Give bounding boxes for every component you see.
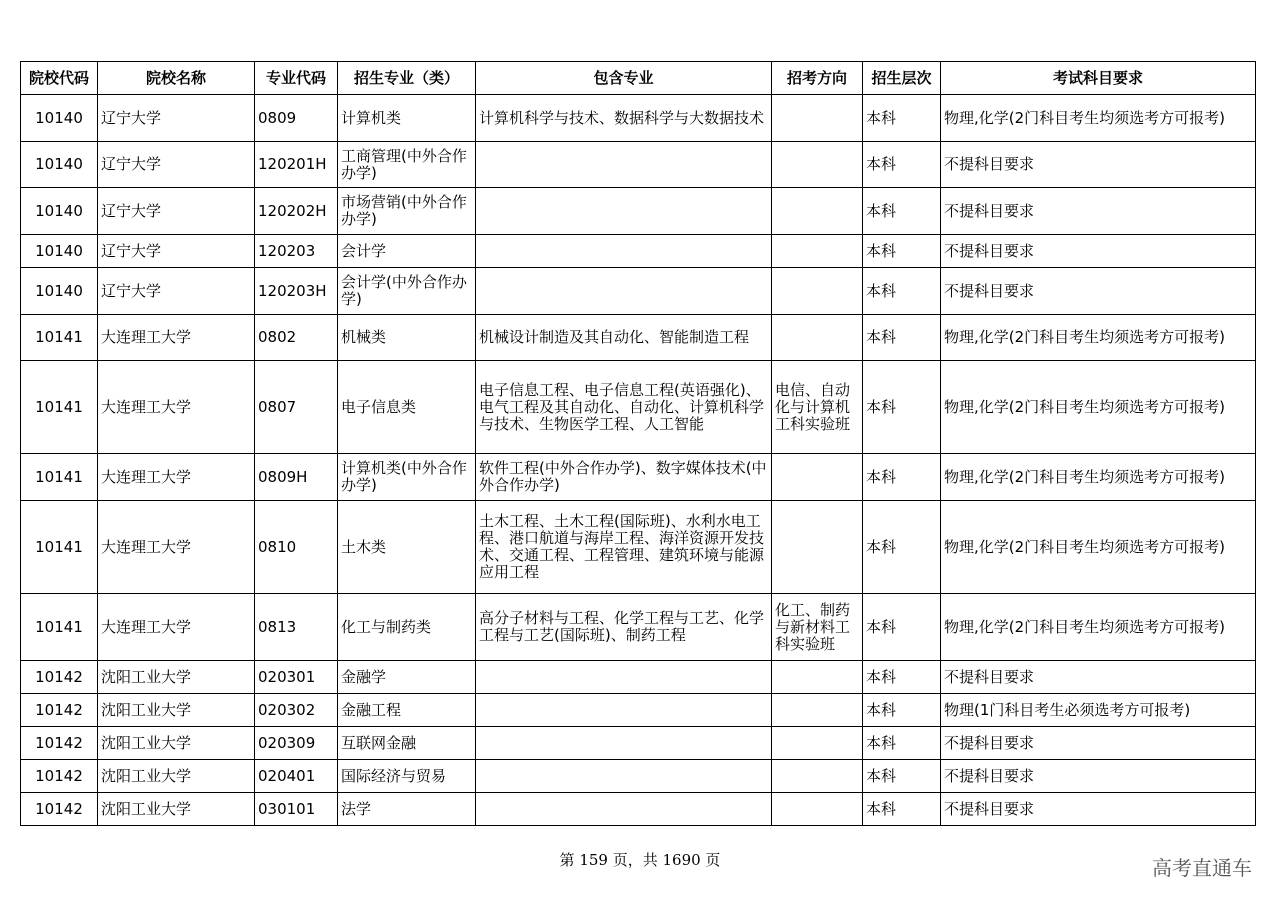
cell-major-code: 0810 (255, 501, 338, 594)
cell-school-code: 10141 (21, 454, 98, 501)
cell-direction (772, 793, 863, 826)
cell-major-code: 120203H (255, 268, 338, 315)
cell-level: 本科 (863, 268, 941, 315)
table-row (21, 361, 1256, 454)
table-row (21, 694, 1256, 727)
cell-requirement: 不提科目要求 (941, 188, 1256, 235)
cell-level: 本科 (863, 661, 941, 694)
cell-requirement: 物理,化学(2门科目考生均须选考方可报考) (941, 454, 1256, 501)
cell-includes: 软件工程(中外合作办学)、数字媒体技术(中外合作办学) (476, 454, 772, 501)
cell-major: 计算机类(中外合作办学) (338, 454, 476, 501)
cell-requirement: 不提科目要求 (941, 142, 1256, 188)
cell-level: 本科 (863, 142, 941, 188)
cell-requirement: 物理,化学(2门科目考生均须选考方可报考) (941, 361, 1256, 454)
cell-school-name: 辽宁大学 (98, 188, 255, 235)
cell-school-code: 10141 (21, 315, 98, 361)
cell-major: 国际经济与贸易 (338, 760, 476, 793)
cell-school-code: 10140 (21, 188, 98, 235)
table-row (21, 760, 1256, 793)
cell-major-code: 0809H (255, 454, 338, 501)
cell-level: 本科 (863, 594, 941, 661)
cell-major: 土木类 (338, 501, 476, 594)
table-row (21, 727, 1256, 760)
cell-major: 计算机类 (338, 95, 476, 142)
cell-level: 本科 (863, 793, 941, 826)
cell-school-name: 辽宁大学 (98, 95, 255, 142)
cell-school-code: 10142 (21, 793, 98, 826)
cell-direction: 化工、制药与新材料工科实验班 (772, 594, 863, 661)
cell-direction (772, 501, 863, 594)
cell-school-code: 10142 (21, 694, 98, 727)
cell-major: 会计学(中外合作办学) (338, 268, 476, 315)
cell-major: 机械类 (338, 315, 476, 361)
cell-school-code: 10141 (21, 594, 98, 661)
cell-level: 本科 (863, 315, 941, 361)
cell-direction (772, 268, 863, 315)
cell-level: 本科 (863, 727, 941, 760)
cell-school-code: 10141 (21, 361, 98, 454)
cell-requirement: 不提科目要求 (941, 268, 1256, 315)
table-row (21, 235, 1256, 268)
table-row (21, 188, 1256, 235)
cell-requirement: 物理,化学(2门科目考生均须选考方可报考) (941, 501, 1256, 594)
cell-major-code: 0813 (255, 594, 338, 661)
cell-includes (476, 268, 772, 315)
cell-direction (772, 694, 863, 727)
table-header-row (21, 62, 1256, 95)
cell-school-name: 沈阳工业大学 (98, 760, 255, 793)
cell-requirement: 物理,化学(2门科目考生均须选考方可报考) (941, 594, 1256, 661)
cell-major-code: 0809 (255, 95, 338, 142)
cell-direction (772, 454, 863, 501)
cell-major: 法学 (338, 793, 476, 826)
cell-direction (772, 727, 863, 760)
cell-requirement: 物理,化学(2门科目考生均须选考方可报考) (941, 95, 1256, 142)
table-row (21, 454, 1256, 501)
table-row (21, 315, 1256, 361)
cell-includes (476, 188, 772, 235)
col-header-direction: 招考方向 (772, 62, 863, 95)
cell-direction (772, 315, 863, 361)
cell-school-name: 辽宁大学 (98, 235, 255, 268)
cell-requirement: 物理,化学(2门科目考生均须选考方可报考) (941, 315, 1256, 361)
table-row (21, 661, 1256, 694)
cell-includes (476, 661, 772, 694)
table-row (21, 268, 1256, 315)
page-number: 第 159 页，共 1690 页 (559, 851, 721, 869)
table-row (21, 142, 1256, 188)
cell-includes (476, 760, 772, 793)
cell-direction (772, 95, 863, 142)
cell-school-name: 大连理工大学 (98, 594, 255, 661)
cell-school-name: 辽宁大学 (98, 142, 255, 188)
cell-requirement: 不提科目要求 (941, 727, 1256, 760)
cell-major-code: 120201H (255, 142, 338, 188)
col-header-school-code: 院校代码 (21, 62, 98, 95)
cell-major: 化工与制药类 (338, 594, 476, 661)
cell-school-code: 10141 (21, 501, 98, 594)
cell-level: 本科 (863, 454, 941, 501)
cell-major-code: 020309 (255, 727, 338, 760)
cell-major: 工商管理(中外合作办学) (338, 142, 476, 188)
table-row (21, 95, 1256, 142)
cell-level: 本科 (863, 188, 941, 235)
cell-direction: 电信、自动化与计算机工科实验班 (772, 361, 863, 454)
cell-school-name: 沈阳工业大学 (98, 727, 255, 760)
cell-requirement: 不提科目要求 (941, 235, 1256, 268)
cell-direction (772, 760, 863, 793)
cell-school-name: 大连理工大学 (98, 501, 255, 594)
table-row (21, 594, 1256, 661)
cell-major-code: 020301 (255, 661, 338, 694)
cell-school-code: 10142 (21, 760, 98, 793)
cell-includes (476, 727, 772, 760)
cell-includes: 电子信息工程、电子信息工程(英语强化)、电气工程及其自动化、自动化、计算机科学与技术、生物医学工程、人工智能 (476, 361, 772, 454)
cell-level: 本科 (863, 760, 941, 793)
cell-requirement: 不提科目要求 (941, 760, 1256, 793)
cell-school-name: 大连理工大学 (98, 361, 255, 454)
cell-major: 市场营销(中外合作办学) (338, 188, 476, 235)
cell-level: 本科 (863, 95, 941, 142)
col-header-major: 招生专业（类） (338, 62, 476, 95)
cell-major-code: 020401 (255, 760, 338, 793)
cell-includes (476, 793, 772, 826)
cell-includes (476, 142, 772, 188)
cell-level: 本科 (863, 235, 941, 268)
cell-major: 金融学 (338, 661, 476, 694)
cell-school-code: 10142 (21, 661, 98, 694)
cell-includes: 计算机科学与技术、数据科学与大数据技术 (476, 95, 772, 142)
cell-major-code: 0802 (255, 315, 338, 361)
cell-requirement: 不提科目要求 (941, 793, 1256, 826)
cell-requirement: 不提科目要求 (941, 661, 1256, 694)
col-header-level: 招生层次 (863, 62, 941, 95)
cell-school-code: 10140 (21, 268, 98, 315)
cell-direction (772, 142, 863, 188)
col-header-includes: 包含专业 (476, 62, 772, 95)
cell-major-code: 120202H (255, 188, 338, 235)
cell-school-code: 10140 (21, 235, 98, 268)
cell-school-name: 辽宁大学 (98, 268, 255, 315)
cell-direction (772, 235, 863, 268)
cell-major-code: 020302 (255, 694, 338, 727)
cell-school-name: 大连理工大学 (98, 315, 255, 361)
admissions-table (20, 61, 1256, 826)
table-row (21, 793, 1256, 826)
cell-includes: 高分子材料与工程、化学工程与工艺、化学工程与工艺(国际班)、制药工程 (476, 594, 772, 661)
cell-requirement: 物理(1门科目考生必须选考方可报考) (941, 694, 1256, 727)
table-row (21, 501, 1256, 594)
cell-school-name: 沈阳工业大学 (98, 661, 255, 694)
cell-major-code: 0807 (255, 361, 338, 454)
cell-includes: 机械设计制造及其自动化、智能制造工程 (476, 315, 772, 361)
cell-school-name: 大连理工大学 (98, 454, 255, 501)
cell-school-code: 10142 (21, 727, 98, 760)
cell-level: 本科 (863, 361, 941, 454)
watermark: 高考直通车 (1152, 856, 1252, 880)
cell-major: 会计学 (338, 235, 476, 268)
cell-major: 互联网金融 (338, 727, 476, 760)
cell-school-code: 10140 (21, 142, 98, 188)
cell-includes (476, 694, 772, 727)
col-header-school-name: 院校名称 (98, 62, 255, 95)
cell-school-code: 10140 (21, 95, 98, 142)
cell-level: 本科 (863, 501, 941, 594)
col-header-requirement: 考试科目要求 (941, 62, 1256, 95)
cell-direction (772, 188, 863, 235)
cell-includes (476, 235, 772, 268)
cell-level: 本科 (863, 694, 941, 727)
cell-major-code: 120203 (255, 235, 338, 268)
cell-direction (772, 661, 863, 694)
cell-school-name: 沈阳工业大学 (98, 793, 255, 826)
cell-major: 电子信息类 (338, 361, 476, 454)
col-header-major-code: 专业代码 (255, 62, 338, 95)
cell-school-name: 沈阳工业大学 (98, 694, 255, 727)
cell-major: 金融工程 (338, 694, 476, 727)
cell-major-code: 030101 (255, 793, 338, 826)
cell-includes: 土木工程、土木工程(国际班)、水利水电工程、港口航道与海岸工程、海洋资源开发技术、交通工程、工程管理、建筑环境与能源应用工程 (476, 501, 772, 594)
